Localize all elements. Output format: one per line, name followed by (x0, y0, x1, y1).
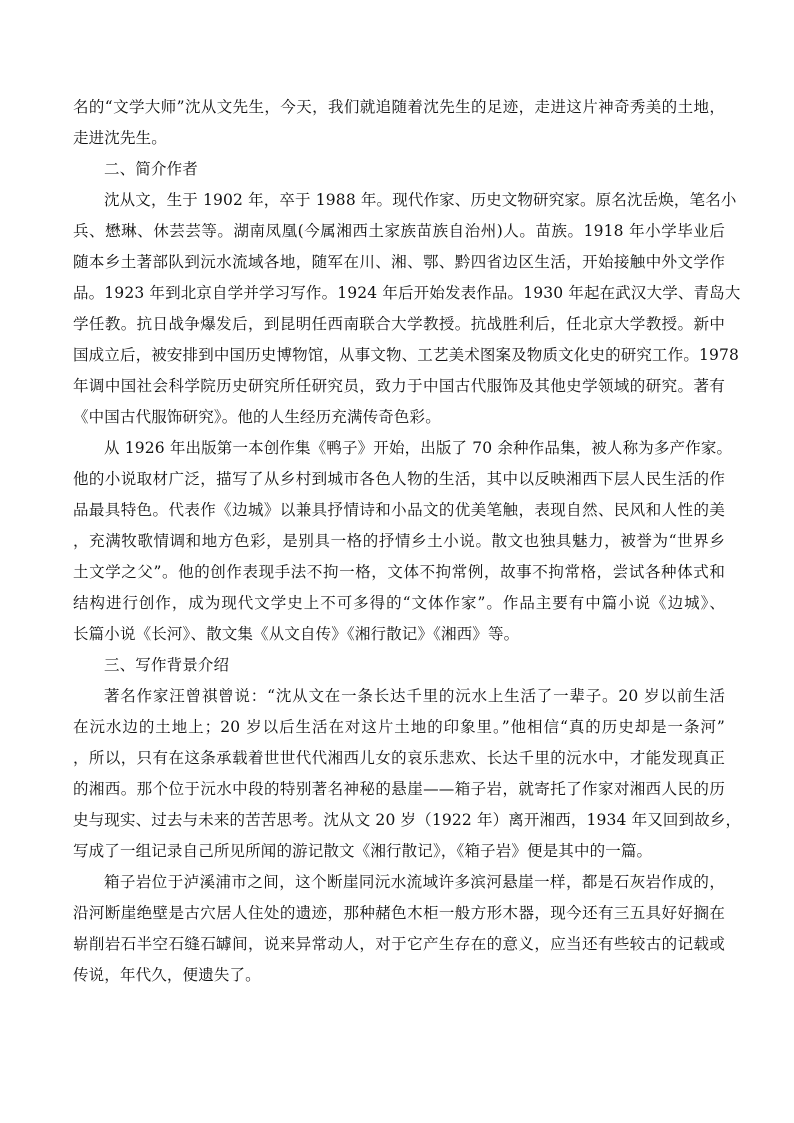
text-line: 随本乡土著部队到沅水流域各地，随军在川、湘、鄂、黔四省边区生活，开始接触中外文学作 (73, 253, 725, 271)
paragraph-biography (73, 185, 741, 433)
text-line: 年调中国社会科学院历史研究所任研究员，致力于中国古代服饰及其他史学领域的研究。著有 (73, 377, 725, 395)
text-line: 长篇小说《长河》、散文集《从文自传》《湘行散记》《湘西》等。 (73, 625, 520, 643)
text-line: 《中国古代服饰研究》。他的人生经历充满传奇色彩。 (73, 408, 441, 426)
text-line: 沿河断崖绝壁是古穴居人住处的遗迹，那种赭色木柜一般方形木器，现今还有三五具好好搁在 (73, 904, 725, 922)
text-line: 结构进行创作，成为现代文学史上不可多得的“文体作家”。作品主要有中篇小说《边城》、 (73, 594, 725, 612)
text-line: 土文学之父”。他的创作表现手法不拘一格，文体不拘常例，故事不拘常格，尝试各种体式和 (73, 563, 725, 581)
text-line: 写成了一组记录自己所见所闻的游记散文《湘行散记》，《箱子岩》便是其中的一篇。 (73, 842, 653, 860)
text-line: 崭削岩石半空石缝石罅间，说来异常动人，对于它产生存在的意义，应当还有些较古的记载或 (73, 935, 725, 953)
text-line: 在沅水边的土地上；20 岁以后生活在对这片土地的印象里。”他相信“真的历史却是一条河” (73, 718, 725, 736)
text-line: 学任教。抗日战争爆发后，到昆明任西南联合大学教授。抗战胜利后，任北京大学教授。新中 (73, 315, 725, 333)
text-line: 品。1923 年到北京自学并学习写作。1924 年后开始发表作品。1930 年起在武汉大学、青岛大 (73, 284, 741, 302)
paragraph-intro-end (73, 92, 725, 154)
text-line: ，充满牧歌情调和地方色彩，是别具一格的抒情乡土小说。散文也独具魅力，被誉为“世界乡 (73, 532, 725, 550)
text-line: 史与现实、过去与未来的苦苦思考。沈从文 20 岁（1922 年）离开湘西，1934 年又回到故乡， (73, 811, 742, 829)
text-line: 的湘西。那个位于沅水中段的特别著名神秘的悬崖——箱子岩，就寄托了作家对湘西人民的历 (73, 780, 725, 798)
text-line: 著名作家汪曾祺曾说：“沈从文在一条长达千里的沅水上生活了一辈子。20 岁以前生活 (104, 687, 725, 705)
text-line: 兵、懋琳、休芸芸等。湖南凤凰(今属湘西土家族苗族自治州)人。苗族。1918 年小学毕业后 (73, 222, 725, 240)
text-line: 国成立后，被安排到中国历史博物馆，从事文物、工艺美术图案及物质文化史的研究工作。1978 (73, 346, 740, 364)
text-line: 沈从文，生于 1902 年，卒于 1988 年。现代作家、历史文物研究家。原名沈岳焕，笔名小 (104, 191, 737, 209)
section-heading: 三、写作背景介绍 (104, 656, 230, 674)
text-line: 箱子岩位于泸溪浦市之间，这个断崖同沅水流域许多滨河悬崖一样，都是石灰岩作成的， (104, 873, 725, 891)
text-line: 走进沈先生。 (73, 129, 167, 147)
section-heading-background (73, 650, 725, 681)
text-line: 名的“文学大师”沈从文先生，今天，我们就追随着沈先生的足迹，走进这片神奇秀美的土地， (73, 98, 725, 116)
document-page (73, 92, 742, 991)
paragraph-background (73, 681, 742, 867)
paragraph-works (73, 433, 733, 650)
text-line: ，所以，只有在这条承载着世世代代湘西儿女的哀乐悲欢、长达千里的沅水中，才能发现真正 (73, 749, 725, 767)
section-heading-author (73, 154, 725, 185)
text-line: 从 1926 年出版第一本创作集《鸭子》开始，出版了 70 余种作品集，被人称为多产作家。 (104, 439, 733, 457)
text-line: 传说，年代久，便遗失了。 (73, 966, 261, 984)
paragraph-xiangziyan (73, 867, 725, 991)
section-heading: 二、简介作者 (104, 160, 198, 178)
text-line: 品最具特色。代表作《边城》以兼具抒情诗和小品文的优美笔触，表现自然、民风和人性的美 (73, 501, 725, 519)
text-line: 他的小说取材广泛，描写了从乡村到城市各色人物的生活，其中以反映湘西下层人民生活的作 (73, 470, 725, 488)
